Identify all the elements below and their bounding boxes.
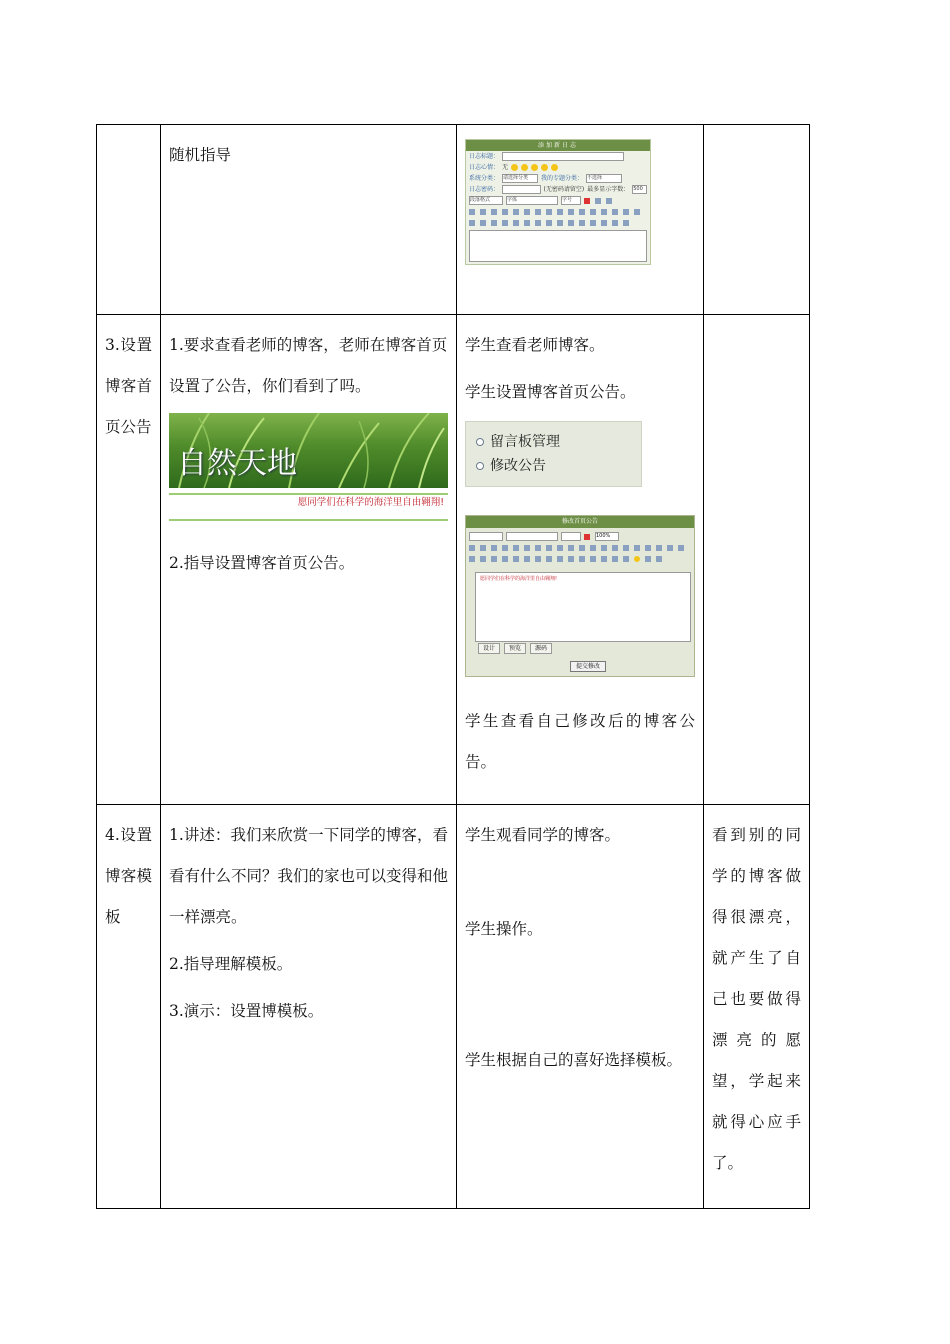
notice-content-text: 愿同学们在科学的海洋里自由翱翔! bbox=[480, 576, 558, 582]
menu-item-label: 留言板管理 bbox=[490, 434, 560, 450]
student-cell bbox=[457, 315, 704, 805]
password-label: 日志密码： bbox=[469, 186, 500, 193]
mood-none[interactable]: 无 bbox=[502, 164, 509, 171]
toolbar-icon[interactable] bbox=[557, 545, 563, 551]
toolbar-icon[interactable] bbox=[513, 220, 519, 226]
smile-icon[interactable] bbox=[551, 164, 558, 171]
student-cell bbox=[457, 805, 704, 1209]
blog-banner bbox=[169, 413, 448, 523]
tab-source[interactable]: 源码 bbox=[530, 643, 552, 654]
student-text-3: 学生根据自己的喜好选择模板。 bbox=[465, 1051, 683, 1069]
toolbar-icon[interactable] bbox=[634, 209, 640, 215]
notice-content-area[interactable] bbox=[475, 572, 691, 642]
toolbar-icon[interactable] bbox=[590, 209, 596, 215]
toolbar-icon[interactable] bbox=[524, 220, 530, 226]
toolbar-icon[interactable] bbox=[601, 556, 607, 562]
step-text: 3.设置博客首页公告 bbox=[105, 336, 152, 436]
step-cell bbox=[97, 805, 161, 1209]
font-select[interactable] bbox=[506, 532, 558, 541]
teacher-text-1: 1.讲述：我们来欣赏一下同学的博客，看看有什么不同？我们的家也可以变得和他一样漂亮。 bbox=[169, 826, 449, 926]
toolbar-icon[interactable] bbox=[568, 556, 574, 562]
underline-icon[interactable] bbox=[491, 556, 497, 562]
toolbar-icon[interactable] bbox=[590, 556, 596, 562]
student-cell bbox=[457, 125, 704, 315]
toolbar-icon[interactable] bbox=[502, 556, 508, 562]
font-select[interactable]: 字体 bbox=[506, 196, 558, 205]
toolbar-icon[interactable] bbox=[513, 556, 519, 562]
size-select[interactable]: 字号 bbox=[561, 196, 581, 205]
size-select[interactable] bbox=[561, 532, 581, 541]
format-select[interactable] bbox=[469, 532, 503, 541]
bold-icon[interactable] bbox=[469, 556, 475, 562]
toolbar-icon[interactable] bbox=[623, 556, 629, 562]
step-cell bbox=[97, 125, 161, 315]
toolbar-icon[interactable] bbox=[612, 545, 618, 551]
toolbar-icon[interactable] bbox=[469, 209, 475, 215]
step-cell bbox=[97, 315, 161, 805]
italic-icon[interactable] bbox=[480, 556, 486, 562]
toolbar-icon[interactable] bbox=[579, 556, 585, 562]
student-text-1: 学生查看老师博客。 bbox=[465, 336, 605, 354]
toolbar-icon[interactable] bbox=[656, 545, 662, 551]
toolbar-icon[interactable] bbox=[667, 545, 673, 551]
toolbar-icon[interactable] bbox=[645, 545, 651, 551]
editor-title-row bbox=[466, 151, 650, 162]
editor-format-row bbox=[466, 195, 650, 206]
toolbar-icon[interactable] bbox=[513, 209, 519, 215]
teacher-cell bbox=[161, 315, 457, 805]
toolbar-icon[interactable] bbox=[546, 545, 552, 551]
toolbar-icon[interactable] bbox=[491, 545, 497, 551]
toolbar-icon[interactable] bbox=[601, 209, 607, 215]
password-input[interactable] bbox=[502, 185, 541, 194]
italic-icon[interactable] bbox=[480, 220, 486, 226]
teacher-cell bbox=[161, 805, 457, 1209]
format-select[interactable]: 段落格式 bbox=[469, 196, 503, 205]
notice-toolbar-row bbox=[466, 553, 694, 564]
bullet-icon bbox=[476, 462, 484, 470]
toolbar-icon[interactable] bbox=[502, 545, 508, 551]
toolbar-icon[interactable] bbox=[595, 198, 601, 204]
toolbar-icon[interactable] bbox=[491, 209, 497, 215]
max-input[interactable]: 500 bbox=[632, 185, 647, 194]
smile-icon[interactable] bbox=[521, 164, 528, 171]
emoji-icon[interactable] bbox=[634, 556, 640, 562]
personal-category-select[interactable]: 不选择 bbox=[586, 174, 622, 183]
note-cell bbox=[704, 315, 810, 805]
toolbar-icon[interactable] bbox=[524, 556, 530, 562]
toolbar-icon[interactable] bbox=[502, 220, 508, 226]
notice-mode-tabs bbox=[478, 643, 552, 654]
submit-notice-button[interactable]: 提交修改 bbox=[570, 661, 606, 672]
menu-item-notice[interactable] bbox=[466, 454, 641, 478]
bullet-icon bbox=[476, 438, 484, 446]
notice-editor-title: 修改首页公告 bbox=[466, 516, 694, 528]
toolbar-icon[interactable] bbox=[612, 220, 618, 226]
toolbar-icon[interactable] bbox=[524, 545, 530, 551]
toolbar-icon[interactable] bbox=[568, 545, 574, 551]
mood-label: 日志心情： bbox=[469, 164, 500, 171]
zoom-select[interactable]: 100% bbox=[595, 532, 619, 541]
student-text-2: 学生操作。 bbox=[465, 920, 543, 938]
banner-slogan: 愿同学们在科学的海洋里自由翱翔! bbox=[297, 497, 444, 508]
toolbar-icon[interactable] bbox=[623, 220, 629, 226]
toolbar-icon[interactable] bbox=[656, 556, 662, 562]
teacher-text-2: 2.指导理解模板。 bbox=[169, 955, 293, 973]
activity-text: 随机指导 bbox=[169, 146, 232, 164]
personal-category-label: 我的专题分类： bbox=[541, 175, 584, 182]
divider bbox=[169, 493, 448, 495]
teacher-cell bbox=[161, 125, 457, 315]
editor-password-row bbox=[466, 184, 650, 195]
toolbar-icon[interactable] bbox=[546, 556, 552, 562]
note-text: 看到别的同学的博客做得很漂亮，就产生了自己也要做得漂亮的愿望，学起来就得心应手了。 bbox=[712, 826, 801, 1172]
toolbar-icon[interactable] bbox=[612, 209, 618, 215]
notice-toolbar-row bbox=[466, 542, 694, 553]
toolbar-icon[interactable] bbox=[535, 209, 541, 215]
category-select[interactable]: 请选择分类 bbox=[502, 174, 538, 183]
toolbar-icon[interactable] bbox=[546, 220, 552, 226]
student-text-1: 学生观看同学的博客。 bbox=[465, 826, 621, 844]
step-text: 4.设置博客模板 bbox=[105, 826, 152, 926]
title-input[interactable] bbox=[502, 152, 624, 161]
menu-item-label: 修改公告 bbox=[490, 458, 546, 474]
toolbar-icon[interactable] bbox=[557, 556, 563, 562]
toolbar-icon[interactable] bbox=[469, 545, 475, 551]
toolbar-icon[interactable] bbox=[568, 209, 574, 215]
toolbar-icon[interactable] bbox=[623, 545, 629, 551]
category-label: 系统分类： bbox=[469, 175, 500, 182]
editor-title: 添加新日志 bbox=[466, 140, 650, 151]
toolbar-icon[interactable] bbox=[579, 545, 585, 551]
toolbar-icon[interactable] bbox=[513, 545, 519, 551]
tab-design[interactable]: 设计 bbox=[478, 643, 500, 654]
toolbar-icon[interactable] bbox=[568, 220, 574, 226]
toolbar-icon[interactable] bbox=[535, 556, 541, 562]
toolbar-icon[interactable] bbox=[606, 198, 612, 204]
toolbar-icon[interactable] bbox=[524, 209, 530, 215]
bold-icon[interactable] bbox=[469, 220, 475, 226]
banner-title: 自然天地 bbox=[177, 446, 297, 481]
toolbar-icon[interactable] bbox=[601, 545, 607, 551]
student-text-2: 学生设置博客首页公告。 bbox=[465, 383, 636, 401]
notice-editor-screenshot bbox=[465, 515, 695, 677]
editor-content-area[interactable] bbox=[469, 230, 647, 262]
tab-preview[interactable]: 预览 bbox=[504, 643, 526, 654]
toolbar-icon[interactable] bbox=[480, 209, 486, 215]
toolbar-icon[interactable] bbox=[590, 545, 596, 551]
toolbar-icon[interactable] bbox=[579, 220, 585, 226]
smile-icon[interactable] bbox=[531, 164, 538, 171]
toolbar-icon[interactable] bbox=[480, 545, 486, 551]
table-row bbox=[97, 125, 810, 315]
toolbar-icon[interactable] bbox=[612, 556, 618, 562]
editor-mood-row bbox=[466, 162, 650, 173]
blog-menu-panel bbox=[465, 421, 642, 487]
toolbar-icon[interactable] bbox=[623, 209, 629, 215]
toolbar-icon[interactable] bbox=[502, 209, 508, 215]
lesson-plan-table bbox=[96, 124, 810, 1209]
note-cell bbox=[704, 805, 810, 1209]
divider bbox=[169, 519, 448, 521]
editor-toolbar-row bbox=[466, 206, 650, 217]
editor-toolbar-row bbox=[466, 217, 650, 228]
toolbar-icon[interactable] bbox=[557, 220, 563, 226]
grass-image bbox=[169, 413, 448, 488]
toolbar-icon[interactable] bbox=[678, 545, 684, 551]
notice-toolbar-row bbox=[466, 531, 694, 542]
font-color-icon[interactable] bbox=[584, 198, 590, 204]
toolbar-icon[interactable] bbox=[535, 220, 541, 226]
toolbar-icon[interactable] bbox=[546, 209, 552, 215]
max-label: 最多显示字数： bbox=[587, 186, 630, 193]
toolbar-icon[interactable] bbox=[590, 220, 596, 226]
editor-category-row bbox=[466, 173, 650, 184]
toolbar-icon[interactable] bbox=[535, 545, 541, 551]
toolbar-icon[interactable] bbox=[645, 556, 651, 562]
title-label: 日志标题： bbox=[469, 153, 500, 160]
underline-icon[interactable] bbox=[491, 220, 497, 226]
toolbar-icon[interactable] bbox=[601, 220, 607, 226]
toolbar-icon[interactable] bbox=[579, 209, 585, 215]
teacher-text-2: 2.指导设置博客首页公告。 bbox=[169, 554, 355, 572]
menu-item-guestbook[interactable] bbox=[466, 430, 641, 454]
student-text-3: 学生查看自己修改后的博客公告。 bbox=[465, 712, 695, 771]
toolbar-icon[interactable] bbox=[557, 209, 563, 215]
note-cell bbox=[704, 125, 810, 315]
table-row bbox=[97, 315, 810, 805]
table-row bbox=[97, 805, 810, 1209]
smile-icon[interactable] bbox=[511, 164, 518, 171]
blog-editor-screenshot bbox=[465, 139, 651, 265]
smile-icon[interactable] bbox=[541, 164, 548, 171]
teacher-text-1: 1.要求查看老师的博客，老师在博客首页设置了公告，你们看到了吗。 bbox=[169, 336, 448, 395]
password-hint: (无密码请留空) bbox=[543, 186, 585, 193]
font-color-icon[interactable] bbox=[584, 534, 590, 540]
teacher-text-3: 3.演示：设置博模板。 bbox=[169, 1002, 324, 1020]
toolbar-icon[interactable] bbox=[634, 545, 640, 551]
